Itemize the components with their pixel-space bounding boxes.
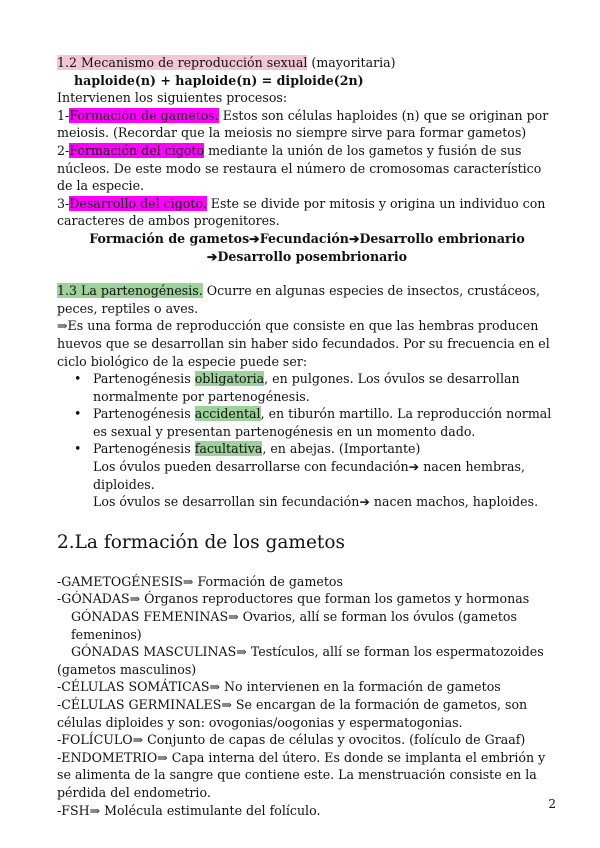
glossary-item: -CÉLULAS SOMÁTICAS⇒ No intervienen en la formación de gametos bbox=[57, 679, 501, 695]
glossary-item: GÓNADAS FEMENINAS⇒ Ovarios, allí se forman los óvulos (gametos femeninos) bbox=[71, 609, 517, 642]
glossary-item: -GAMETOGÉNESIS⇒ Formación de gametos bbox=[57, 573, 343, 589]
page-number: 2 bbox=[548, 797, 556, 811]
list-item bbox=[57, 405, 557, 440]
item-1-prefix: Partenogénesis bbox=[93, 371, 195, 387]
glossary-item: -GÓNADAS⇒ Órganos reproductores que forman los gametos y hormonas bbox=[57, 591, 530, 607]
glossary-list bbox=[57, 573, 557, 819]
item-2-highlight: accidental bbox=[194, 406, 261, 422]
glossary-item: -CÉLULAS GERMINALES⇒ Se encargan de la formación de gametos, son células diploides y son: ovogonias/oogonias y espermatogonias. bbox=[57, 697, 528, 730]
bullet-icon: • bbox=[74, 441, 82, 457]
step-3-text: Este se divide por mitosis y origina un individuo con caracteres de ambos progenitores. bbox=[57, 195, 546, 229]
document-page bbox=[57, 54, 557, 819]
list-item bbox=[57, 370, 557, 405]
item-3-text: , en abejas. (Importante) bbox=[262, 441, 421, 457]
step-1-highlight: Formación de gametos. bbox=[69, 107, 219, 123]
item-1-highlight: obligatoria bbox=[194, 371, 265, 387]
step-2-highlight: Formación del cigoto bbox=[69, 142, 205, 158]
glossary-item: -FSH⇒ Molécula estimulante del folículo. bbox=[57, 802, 321, 818]
item-3-prefix: Partenogénesis bbox=[93, 441, 195, 457]
bullet-icon: • bbox=[74, 371, 82, 387]
parthenogenesis-definition: ⇒Es una forma de reproducción que consiste en que las hembras producen huevos que se desarrollan sin haber sido fecundados. Por su frecuencia en el ciclo biológico de la especie puede ser: bbox=[57, 318, 550, 369]
process-step-1 bbox=[57, 107, 557, 142]
step-3-highlight: Desarrollo del cigoto. bbox=[69, 195, 207, 211]
step-1-text: Estos son células haploides (n) que se originan por meiosis. (Recordar que la meiosis no siempre sirve para formar gametos) bbox=[57, 107, 549, 141]
parthenogenesis-types-list bbox=[57, 370, 557, 458]
section-12-title: 1.2 Mecanismo de reproducción sexual bbox=[57, 55, 308, 70]
facultative-note-1: Los óvulos pueden desarrollarse con fecundación➔ nacen hembras, diploides. bbox=[93, 459, 526, 492]
step-2-prefix: 2- bbox=[57, 142, 70, 158]
item-1-text: , en pulgones. Los óvulos se desarrollan normalmente por partenogénesis. bbox=[93, 371, 520, 404]
glossary-item: -FOLÍCULO⇒ Conjunto de capas de células y ovocitos. (folículo de Graaf) bbox=[57, 732, 526, 748]
process-step-2 bbox=[57, 142, 557, 195]
step-2-text: mediante la unión de los gametos y fusión de sus núcleos. De este modo se restaura el número de cromosomas característico de la especie. bbox=[57, 142, 542, 194]
section-12-title-suffix: (mayoritaria) bbox=[307, 55, 396, 70]
glossary-item: -ENDOMETRIO⇒ Capa interna del útero. Es donde se implanta el embrión y se alimenta de la sangre que contiene este. La menstruación consiste en la pérdida del endometrio. bbox=[57, 749, 546, 800]
glossary-item: GÓNADAS MASCULINAS⇒ Testículos, allí se forman los espermatozoides (gametos masculinos) bbox=[57, 644, 544, 677]
development-flow-line-1: Formación de gametos➔Fecundación➔Desarrollo embrionario bbox=[89, 230, 525, 246]
section-2-heading: 2.La formación de los gametos bbox=[57, 531, 345, 553]
item-2-text: , en tiburón martillo. La reproducción normal es sexual y presentan partenogénesis en un momento dado. bbox=[93, 406, 552, 439]
item-3-highlight: facultativa bbox=[194, 441, 263, 457]
list-item bbox=[57, 440, 557, 458]
step-3-prefix: 3- bbox=[57, 195, 70, 211]
process-step-3 bbox=[57, 195, 557, 230]
ploidy-formula: haploide(n) + haploide(n) = diploide(2n) bbox=[74, 72, 364, 88]
facultative-note-2: Los óvulos se desarrollan sin fecundación➔ nacen machos, haploides. bbox=[93, 494, 539, 510]
spacer bbox=[57, 265, 557, 282]
section-13-title: 1.3 La partenogénesis. bbox=[57, 283, 203, 299]
section-12-title-line bbox=[57, 54, 557, 72]
section-13-intro bbox=[57, 282, 557, 317]
development-flow-line-2: ➔Desarrollo posembrionario bbox=[206, 248, 408, 264]
processes-intro: Intervienen los siguientes procesos: bbox=[57, 90, 288, 106]
step-1-prefix: 1- bbox=[57, 107, 70, 123]
section-13-title-text: Ocurre en algunas especies de insectos, crustáceos, peces, reptiles o aves. bbox=[57, 283, 541, 316]
item-2-prefix: Partenogénesis bbox=[93, 406, 195, 422]
bullet-icon: • bbox=[74, 406, 82, 422]
